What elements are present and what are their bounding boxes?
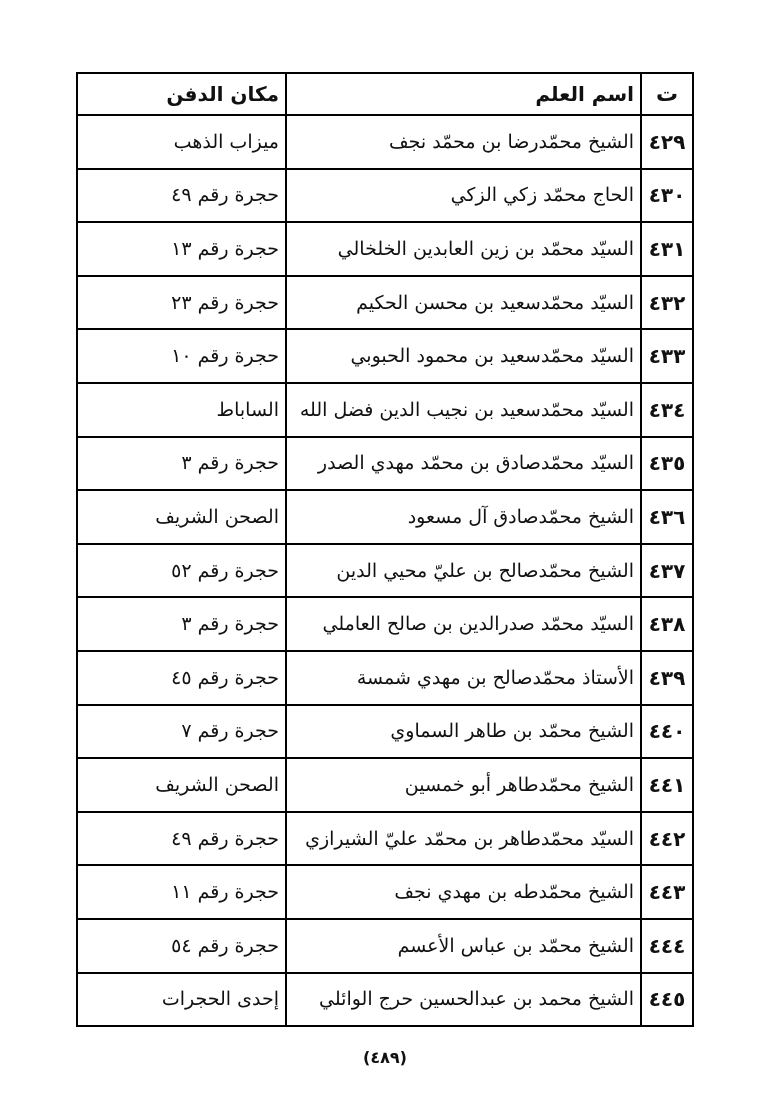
- row-number: ٤٤١: [641, 758, 693, 812]
- table-header-row: [77, 73, 693, 115]
- burial-place: حجرة رقم ٧: [77, 705, 286, 759]
- burial-place: حجرة رقم ١٣: [77, 222, 286, 276]
- burial-place: حجرة رقم ٣: [77, 437, 286, 491]
- burial-place: الصحن الشريف: [77, 490, 286, 544]
- person-name: الشيخ محمّدصادق آل مسعود: [286, 490, 641, 544]
- person-name: السيّد محمّدصادق بن محمّد مهدي الصدر: [286, 437, 641, 491]
- row-number: ٤٣٩: [641, 651, 693, 705]
- table-row: [77, 865, 693, 919]
- row-number: ٤٣٤: [641, 383, 693, 437]
- table-row: [77, 276, 693, 330]
- person-name: السيّد محمّدسعيد بن محمود الحبوبي: [286, 329, 641, 383]
- person-name: الشيخ محمّدرضا بن محمّد نجف: [286, 115, 641, 169]
- header-number: ت: [641, 73, 693, 115]
- person-name: الشيخ محمّدطاهر أبو خمسين: [286, 758, 641, 812]
- person-name: الشيخ محمّدصالح بن عليّ محيي الدين: [286, 544, 641, 598]
- burial-place: حجرة رقم ٤٥: [77, 651, 286, 705]
- burial-place: حجرة رقم ١٠: [77, 329, 286, 383]
- table-body: [77, 115, 693, 1026]
- person-name: السيّد محمّد بن زين العابدين الخلخالي: [286, 222, 641, 276]
- table-row: [77, 705, 693, 759]
- burial-place: حجرة رقم ٤٩: [77, 812, 286, 866]
- burial-place: الساباط: [77, 383, 286, 437]
- burial-place: ميزاب الذهب: [77, 115, 286, 169]
- person-name: الشيخ محمّدطه بن مهدي نجف: [286, 865, 641, 919]
- row-number: ٤٤٣: [641, 865, 693, 919]
- row-number: ٤٣٢: [641, 276, 693, 330]
- table-row: [77, 758, 693, 812]
- table-row: [77, 544, 693, 598]
- header-name: اسم العلم: [286, 73, 641, 115]
- row-number: ٤٢٩: [641, 115, 693, 169]
- row-number: ٤٤٥: [641, 973, 693, 1027]
- table-row: [77, 169, 693, 223]
- burial-place: حجرة رقم ٥٢: [77, 544, 286, 598]
- burial-place: حجرة رقم ٢٣: [77, 276, 286, 330]
- person-name: السيّد محمّدطاهر بن محمّد عليّ الشيرازي: [286, 812, 641, 866]
- table-row: [77, 329, 693, 383]
- person-name: الحاج محمّد زكي الزكي: [286, 169, 641, 223]
- burial-place: إحدى الحجرات: [77, 973, 286, 1027]
- table-row: [77, 222, 693, 276]
- burials-table: [76, 72, 694, 1027]
- row-number: ٤٣٦: [641, 490, 693, 544]
- row-number: ٤٣٥: [641, 437, 693, 491]
- person-name: الشيخ محمد بن عبدالحسين حرج الوائلي: [286, 973, 641, 1027]
- row-number: ٤٤٤: [641, 919, 693, 973]
- burial-place: حجرة رقم ٥٤: [77, 919, 286, 973]
- table-row: [77, 812, 693, 866]
- table-row: [77, 115, 693, 169]
- person-name: السيّد محمّدسعيد بن نجيب الدين فضل الله: [286, 383, 641, 437]
- person-name: الشيخ محمّد بن طاهر السماوي: [286, 705, 641, 759]
- header-burial-place: مكان الدفن: [77, 73, 286, 115]
- person-name: الأستاذ محمّدصالح بن مهدي شمسة: [286, 651, 641, 705]
- row-number: ٤٤٠: [641, 705, 693, 759]
- row-number: ٤٣٣: [641, 329, 693, 383]
- page-number: (٤٨٩): [363, 1048, 407, 1067]
- table-row: [77, 490, 693, 544]
- row-number: ٤٤٢: [641, 812, 693, 866]
- burial-place: حجرة رقم ٣: [77, 597, 286, 651]
- table-row: [77, 651, 693, 705]
- table-row: [77, 919, 693, 973]
- table-row: [77, 973, 693, 1027]
- table-row: [77, 597, 693, 651]
- row-number: ٤٣٨: [641, 597, 693, 651]
- table-row: [77, 383, 693, 437]
- row-number: ٤٣٠: [641, 169, 693, 223]
- burial-place: حجرة رقم ٤٩: [77, 169, 286, 223]
- person-name: الشيخ محمّد بن عباس الأعسم: [286, 919, 641, 973]
- burial-place: حجرة رقم ١١: [77, 865, 286, 919]
- burial-place: الصحن الشريف: [77, 758, 286, 812]
- table-row: [77, 437, 693, 491]
- person-name: السيّد محمّد صدرالدين بن صالح العاملي: [286, 597, 641, 651]
- person-name: السيّد محمّدسعيد بن محسن الحكيم: [286, 276, 641, 330]
- row-number: ٤٣١: [641, 222, 693, 276]
- row-number: ٤٣٧: [641, 544, 693, 598]
